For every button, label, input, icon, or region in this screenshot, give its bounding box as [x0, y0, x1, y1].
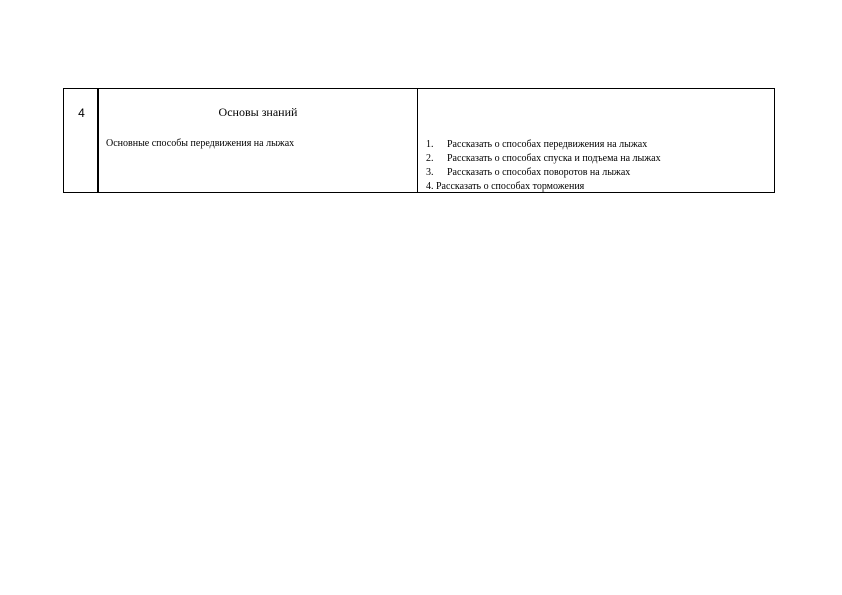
row-number: 4: [78, 106, 85, 120]
task-item: [426, 166, 661, 180]
task-item: [426, 152, 661, 166]
lesson-table: [63, 88, 775, 193]
task-text: 4. Рассказать о способах торможения: [426, 181, 585, 192]
task-list: [426, 138, 661, 194]
task-number: 3.: [426, 167, 434, 178]
topic-text: Основные способы передвижения на лыжах: [106, 138, 295, 149]
task-number: 2.: [426, 153, 434, 164]
tasks-cell: [418, 89, 774, 192]
task-item: [426, 180, 661, 194]
task-number: 1.: [426, 139, 434, 150]
topic-cell: [99, 89, 418, 192]
task-text: Рассказать о способах передвижения на лыжах: [447, 139, 648, 150]
task-text: Рассказать о способах спуска и подъема на лыжах: [447, 153, 661, 164]
section-title: Основы знаний: [218, 105, 298, 119]
task-item: [426, 138, 661, 152]
task-text: Рассказать о способах поворотов на лыжах: [447, 167, 631, 178]
number-cell: [64, 89, 99, 192]
